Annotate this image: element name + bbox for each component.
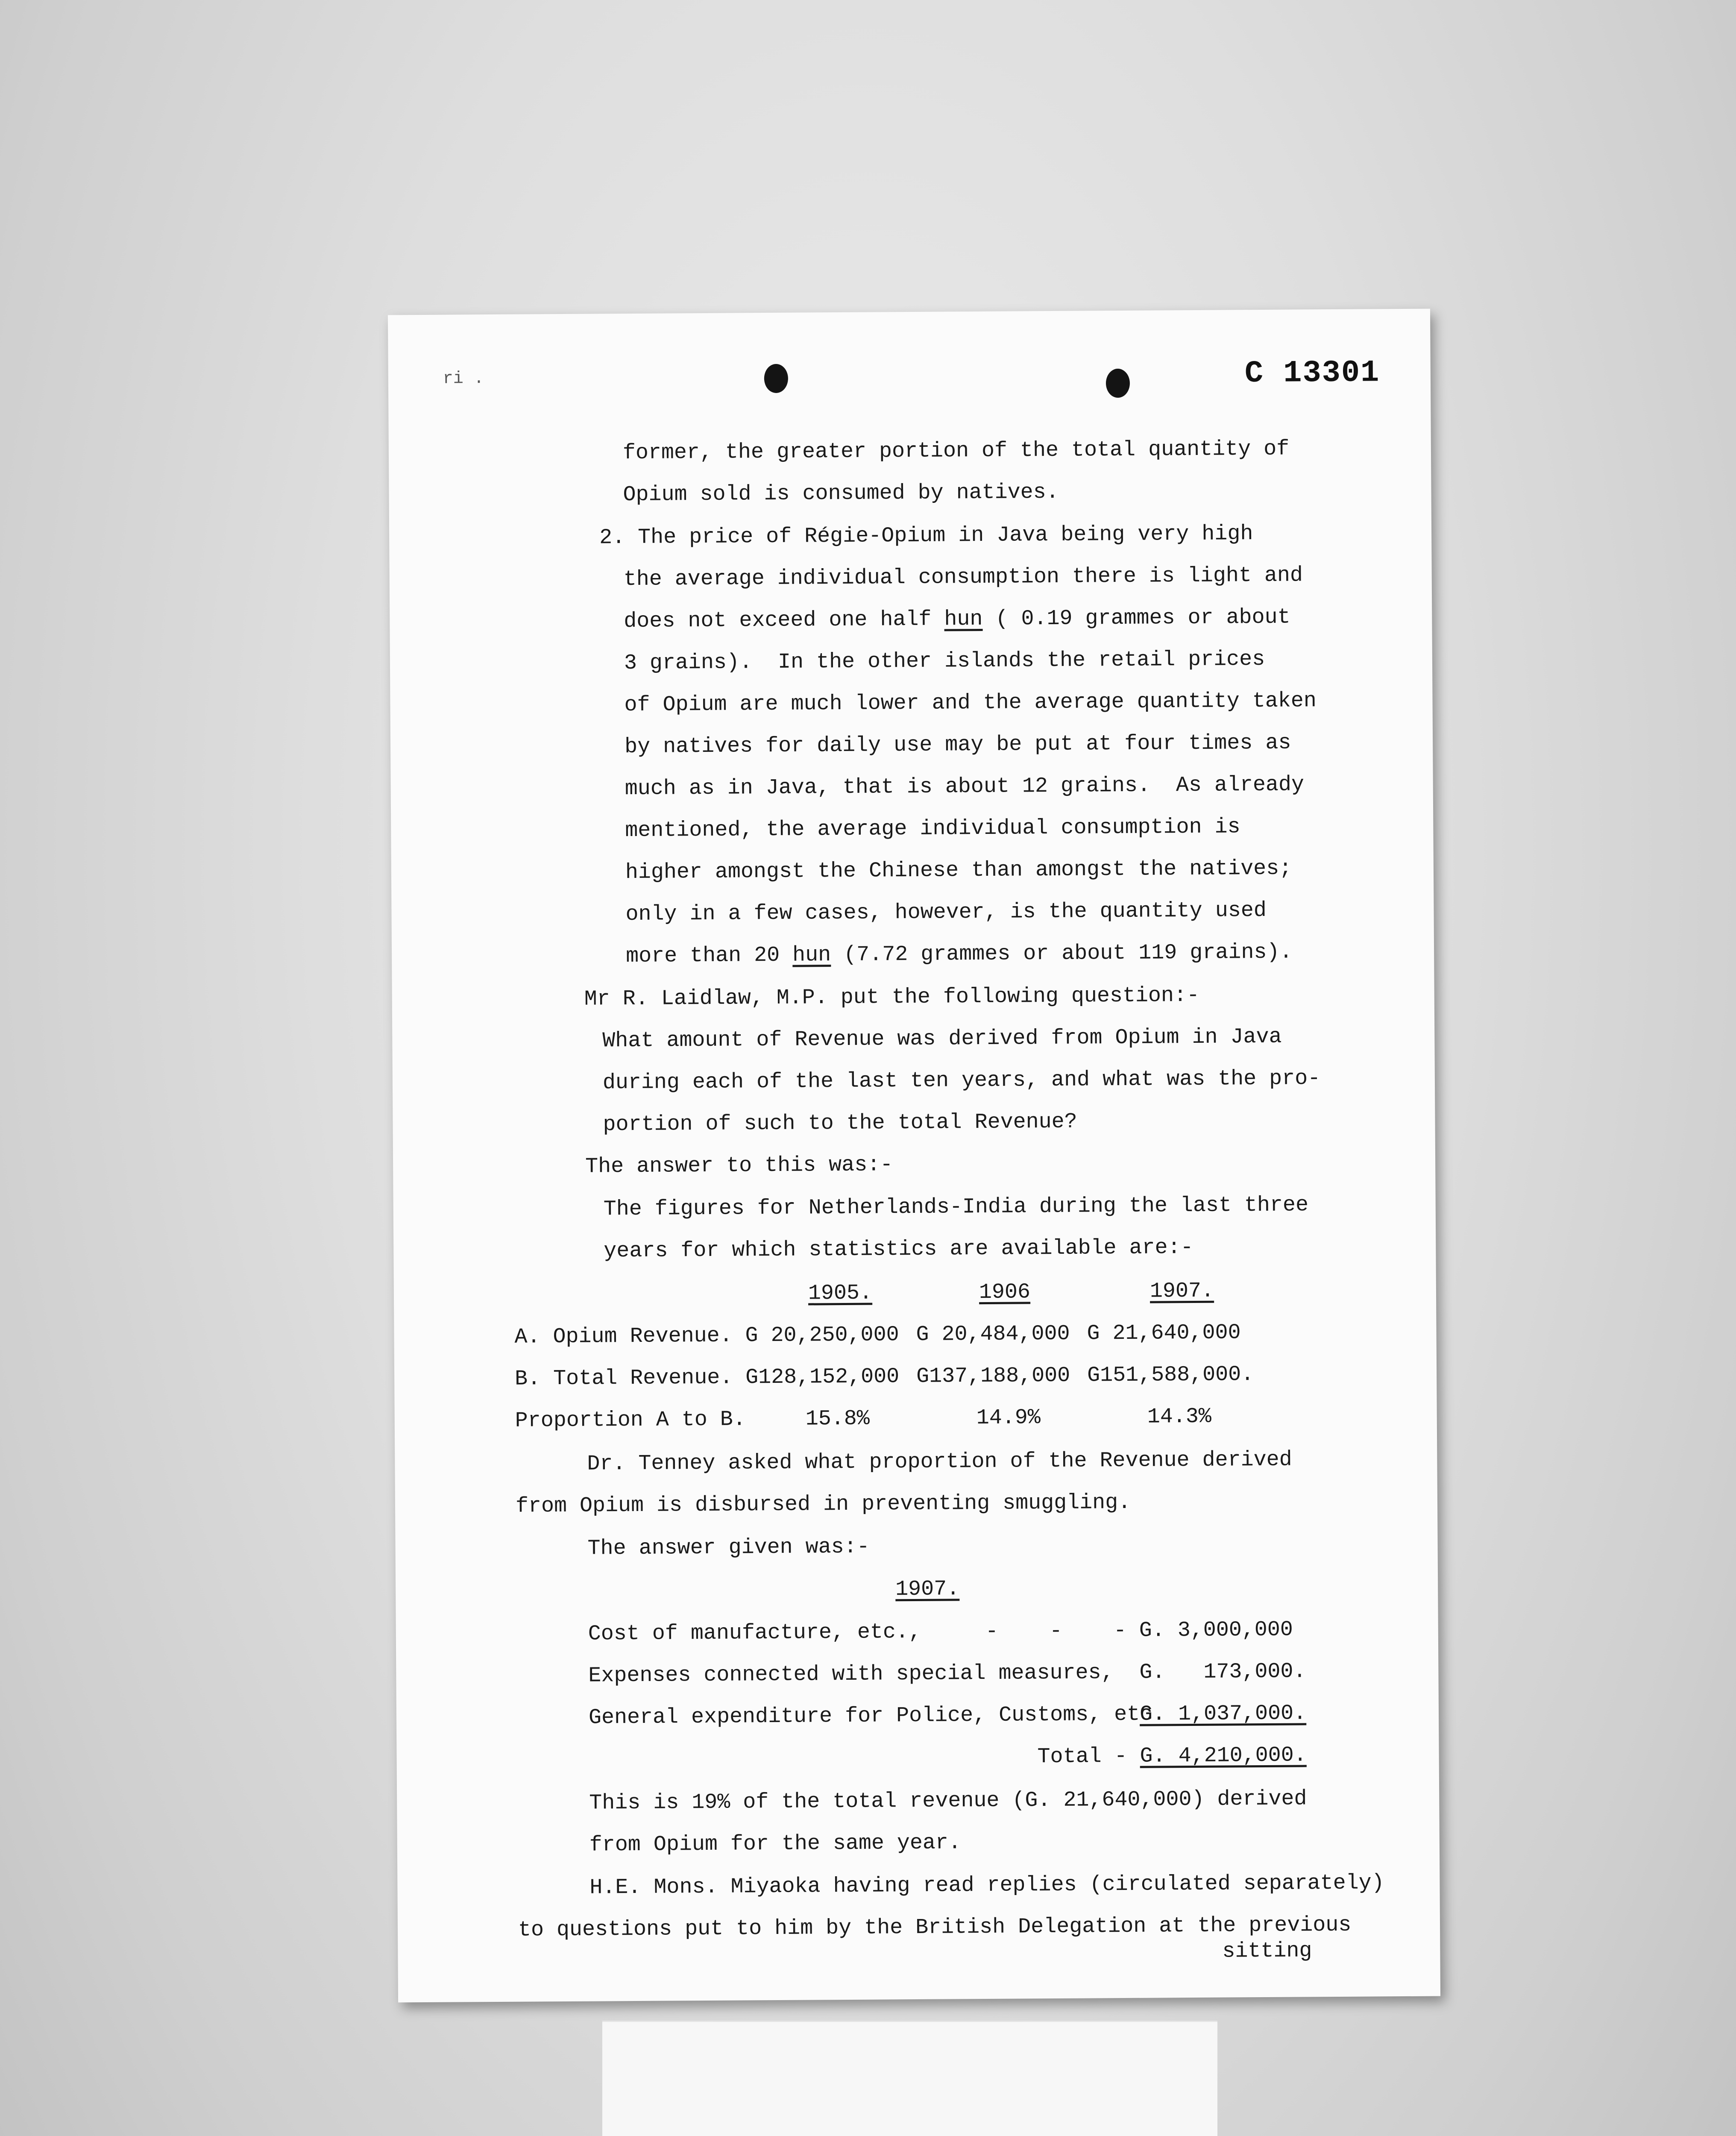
text-line: Opium sold is consumed by natives. [623, 480, 1059, 508]
table-row-label: Proportion A to B. [515, 1407, 746, 1433]
cost-row-value: G. 173,000. [1139, 1659, 1306, 1685]
text-line: mentioned, the average individual consumption is [625, 815, 1240, 843]
cost-row-label: Cost of manufacture, etc., - - - [588, 1618, 1127, 1646]
cost-table-year: 1907. [895, 1577, 960, 1602]
text-line: by natives for daily use may be put at four times as [624, 731, 1291, 760]
table-header-year: 1906 [979, 1280, 1031, 1305]
punch-hole-left [764, 364, 788, 393]
table-cell: 14.9% [976, 1405, 1041, 1431]
text-line: former, the greater portion of the total quantity of [622, 437, 1290, 466]
text-line: The answer given was:- [587, 1535, 870, 1561]
text-line: to questions put to him by the British Delegation at the previous [518, 1913, 1352, 1942]
table-row-label: B. Total Revenue. [515, 1365, 733, 1391]
text-line [624, 607, 1290, 633]
text-line: much as in Java, that is about 12 grains. As already [625, 772, 1305, 801]
table-cell: G 20,250,000 [745, 1323, 899, 1348]
text-run: ( 0.19 grammes or about [982, 605, 1290, 631]
text-line: H.E. Mons. Miyaoka having read replies (circulated separately) [589, 1871, 1384, 1900]
text-run-underlined: hun [944, 607, 983, 632]
text-run: does not exceed one half [624, 607, 944, 634]
table-cell: 14.3% [1147, 1404, 1211, 1429]
table-cell: G 21,640,000 [1087, 1320, 1241, 1346]
text-line: of Opium are much lower and the average quantity taken [624, 689, 1317, 718]
table-header-year: 1907. [1150, 1279, 1214, 1304]
text-line: during each of the last ten years, and what was the pro- [602, 1066, 1321, 1095]
text-line: This is 19% of the total revenue (G. 21,640,000) derived [589, 1787, 1307, 1816]
text-line: The answer to this was:- [585, 1153, 893, 1179]
text-line [626, 942, 1293, 968]
text-line: from Opium for the same year. [589, 1831, 962, 1857]
table-cell: G137,188,000 [916, 1363, 1070, 1389]
text-run: (7.72 grammes or about 119 grains). [831, 940, 1293, 968]
table-header-year: 1905. [808, 1281, 873, 1306]
table-cell: G151,588,000. [1087, 1362, 1254, 1388]
text-run: more than 20 [625, 943, 793, 969]
text-line: 3 grains). In the other islands the retail prices [624, 647, 1265, 676]
table-cell: 15.8% [805, 1406, 870, 1432]
text-line: only in a few cases, however, is the quantity used [625, 898, 1267, 927]
text-line: 2. The price of Régie-Opium in Java being very high [599, 522, 1253, 550]
collection-label [602, 2021, 1217, 2136]
cost-row-label: Expenses connected with special measures, [588, 1661, 1114, 1688]
cost-row-value: G. 3,000,000 [1139, 1617, 1293, 1643]
corner-mark: ri . [443, 369, 484, 389]
text-line: higher amongst the Chinese than amongst the natives; [625, 856, 1292, 885]
text-line: sitting [1222, 1939, 1312, 1964]
table-cell: G 20,484,000 [916, 1321, 1070, 1347]
cost-total-label: Total - [1037, 1744, 1127, 1769]
text-line: Mr R. Laidlaw, M.P. put the following question:- [584, 983, 1200, 1012]
table-cell: G128,152,000 [745, 1364, 900, 1390]
table-row-label: A. Opium Revenue. [514, 1323, 733, 1350]
text-line: Dr. Tenney asked what proportion of the Revenue derived [587, 1447, 1292, 1476]
text-line: portion of such to the total Revenue? [603, 1109, 1077, 1137]
punch-hole-right [1106, 369, 1130, 398]
text-line: the average individual consumption there is light and [623, 563, 1303, 592]
text-line: years for which statistics are available are:- [604, 1235, 1194, 1264]
cost-row-value: G. 1,037,000. [1139, 1701, 1307, 1727]
text-line: from Opium is disbursed in preventing smuggling. [515, 1490, 1131, 1519]
text-run-underlined: hun [792, 943, 831, 968]
text-line: What amount of Revenue was derived from Opium in Java [602, 1024, 1282, 1053]
document-stamp: C 13301 [1244, 355, 1380, 391]
text-line: The figures for Netherlands-India during the last three [603, 1193, 1309, 1222]
cost-total-value: G. 4,210,000. [1140, 1743, 1307, 1769]
cost-row-label: General expenditure for Police, Customs, etc. [588, 1702, 1166, 1730]
document-page [388, 309, 1440, 2003]
